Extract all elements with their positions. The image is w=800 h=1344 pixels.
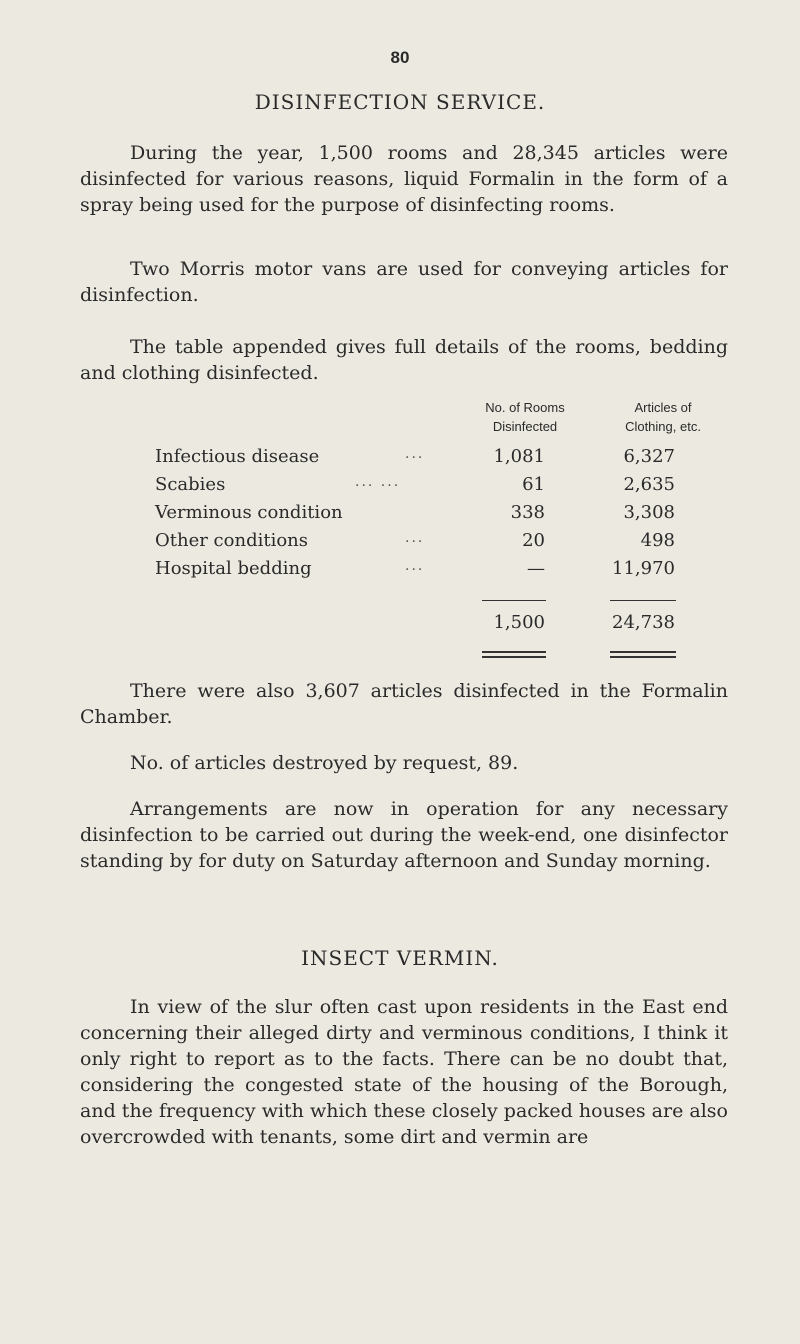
row-articles: 3,308 — [623, 502, 675, 523]
table-row — [155, 530, 675, 556]
subtotal-rule-articles — [610, 600, 676, 601]
section-title-insect-vermin: INSECT VERMIN. — [301, 946, 499, 970]
row-rooms: 338 — [510, 502, 545, 523]
column-header-articles-line1: Articles of — [634, 400, 692, 415]
page-number: 80 — [390, 48, 410, 67]
paragraph-articles-destroyed: No. of articles destroyed by request, 89. — [130, 752, 519, 774]
table-row — [155, 474, 675, 500]
row-label: Hospital bedding — [155, 558, 312, 579]
paragraph-table-intro: The table appended gives full details of the rooms, bedding and clothing disinfected. — [80, 336, 728, 384]
row-leader: ... — [405, 558, 425, 574]
table-row — [155, 558, 675, 584]
row-rooms: — — [527, 558, 545, 579]
row-label: Infectious disease — [155, 446, 320, 467]
row-articles: 11,970 — [612, 558, 675, 579]
row-rooms: 61 — [522, 474, 545, 495]
column-header-articles-line2: Clothing, etc. — [625, 419, 701, 434]
table-total-row — [155, 612, 675, 638]
table-row — [155, 502, 675, 528]
paragraph-rooms-articles: During the year, 1,500 rooms and 28,345 articles were disinfected for various reasons, liquid Formalin in the form of a spray being used for the purpose of disinfecting rooms. — [80, 142, 728, 216]
paragraph-weekend-arrangements: Arrangements are now in operation for any necessary disinfection to be carried out during the week-end, one disinfector standing by for duty on Saturday afternoon and Sunday morning. — [80, 798, 728, 872]
row-label: Scabies — [155, 474, 226, 495]
row-label: Verminous condition — [155, 502, 343, 523]
paragraph-formalin-chamber: There were also 3,607 articles disinfected in the Formalin Chamber. — [80, 680, 728, 728]
row-leader: ... ... — [355, 474, 401, 490]
row-articles: 498 — [640, 530, 675, 551]
row-rooms: 1,081 — [493, 446, 545, 467]
paragraph-motor-vans: Two Morris motor vans are used for conveying articles for disinfection. — [80, 258, 728, 306]
total-double-rule-articles — [610, 656, 676, 658]
row-label: Other conditions — [155, 530, 309, 551]
column-header-articles — [588, 398, 738, 436]
paragraph-insect-vermin: In view of the slur often cast upon residents in the East end concerning their alleged dirty and verminous conditions, I think it only right to report as to the facts. There can be no doubt that, considering the congested state of the housing of the Borough, and the frequency with which these closely packed houses are also overcrowded with tenants, some dirt and vermin are — [80, 996, 728, 1148]
total-rooms: 1,500 — [493, 612, 545, 633]
row-leader: ... — [405, 530, 425, 546]
total-double-rule-articles — [610, 651, 676, 653]
column-header-rooms-line2: Disinfected — [492, 419, 558, 434]
total-articles: 24,738 — [612, 612, 675, 633]
row-articles: 2,635 — [623, 474, 675, 495]
section-title-disinfection: DISINFECTION SERVICE. — [254, 90, 546, 114]
total-double-rule-rooms — [482, 651, 546, 653]
table-row — [155, 446, 675, 472]
total-double-rule-rooms — [482, 656, 546, 658]
column-header-rooms-line1: No. of Rooms — [485, 400, 565, 415]
row-leader: ... — [405, 446, 425, 462]
row-rooms: 20 — [522, 530, 545, 551]
column-header-rooms — [450, 398, 600, 436]
subtotal-rule-rooms — [482, 600, 546, 601]
row-articles: 6,327 — [623, 446, 675, 467]
